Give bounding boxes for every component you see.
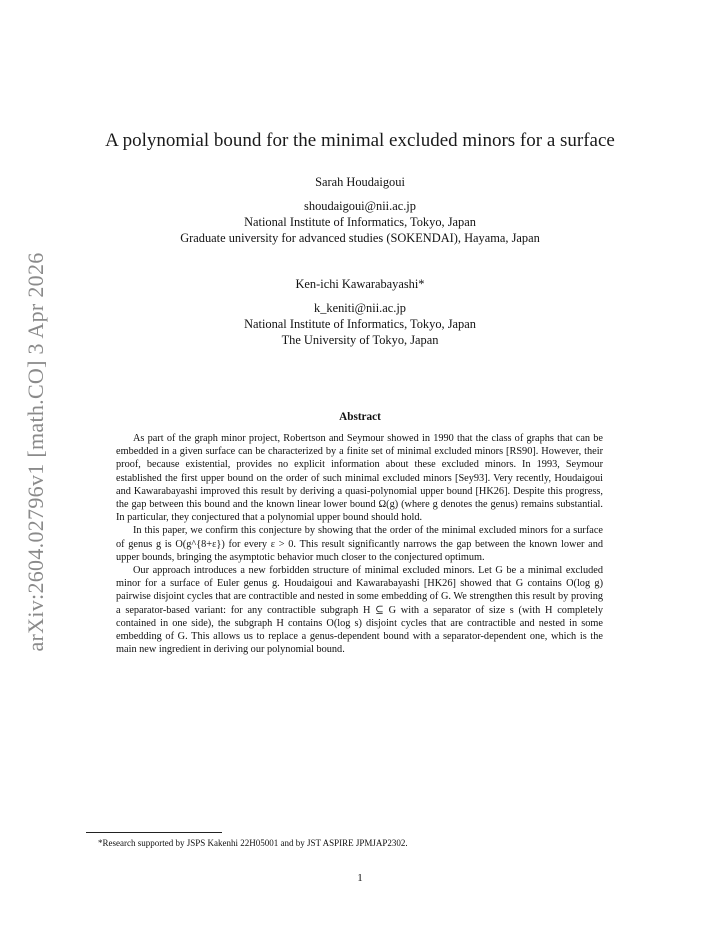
abstract-heading: Abstract (339, 411, 381, 423)
abstract-paragraph: Our approach introduces a new forbidden structure of minimal excluded minors. Let G be a minimal excluded minor for a surface of Euler genus g. Houdaigoui and Kawarabayashi [HK26] showed that G contains O(log g) pairwise disjoint cycles that are contractible and nested in some embedding of G. We strengthen this result by proving a separator-based variant: for any contractible subgraph H ⊆ G with a separator of size s (with H completely contained in one side), the subgraph H contains O(log s) disjoint cycles that are contractible and nested in some embedding of G. This allows us to replace a genus-dependent bound with a separator-dependent one, which is the main new ingredient in deriving our polynomial bound. (116, 565, 603, 656)
abstract-paragraph: As part of the graph minor project, Robertson and Seymour showed in 1990 that the class of graphs that can be embedded in a given surface can be characterized by a finite set of minimal excluded minors [RS90]. However, their proof, because existential, provides no explicit information about these excluded minors. In 1993, Seymour established the first upper bound on the order of such minimal excluded minors [Sey93]. Very recently, Houdaigoui and Kawarabayashi improved this result by deriving a quasi-polynomial upper bound [HK26]. Despite this progress, the gap between this bound and the known linear lower bound Ω(g) (where g denotes the genus) remains substantial. In particular, they conjectured that a polynomial upper bound should hold. (116, 433, 603, 524)
author-email: k_keniti@nii.ac.jp (314, 301, 406, 315)
footnote-divider (86, 832, 222, 833)
author-email: shoudaigoui@nii.ac.jp (304, 199, 416, 213)
page-number: 1 (357, 872, 363, 884)
author-affiliation: National Institute of Informatics, Tokyo, Japan (244, 215, 476, 229)
author-affiliation: National Institute of Informatics, Tokyo, Japan (244, 317, 476, 331)
paper-title: A polynomial bound for the minimal excluded minors for a surface (105, 130, 615, 151)
author-block-2 (0, 276, 720, 348)
arxiv-identifier: arXiv:2604.02796v1 [math.CO] 3 Apr 2026 (23, 252, 48, 652)
author-block-1 (0, 174, 720, 246)
abstract-paragraph: In this paper, we confirm this conjecture by showing that the order of the minimal excluded minors for a surface of genus g is O(g^{8+ε}) for every ε > 0. This result significantly narrows the gap between the known lower and upper bounds, bringing the asymptotic behavior much closer to the conjectured optimum. (116, 525, 603, 563)
author-name: Ken-ichi Kawarabayashi* (295, 277, 425, 291)
abstract-body (116, 432, 603, 656)
footnote: *Research supported by JSPS Kakenhi 22H05001 and by JST ASPIRE JPMJAP2302. (98, 838, 408, 848)
author-name: Sarah Houdaigoui (315, 175, 405, 189)
author-affiliation: Graduate university for advanced studies (SOKENDAI), Hayama, Japan (180, 231, 540, 245)
author-affiliation: The University of Tokyo, Japan (281, 333, 439, 347)
